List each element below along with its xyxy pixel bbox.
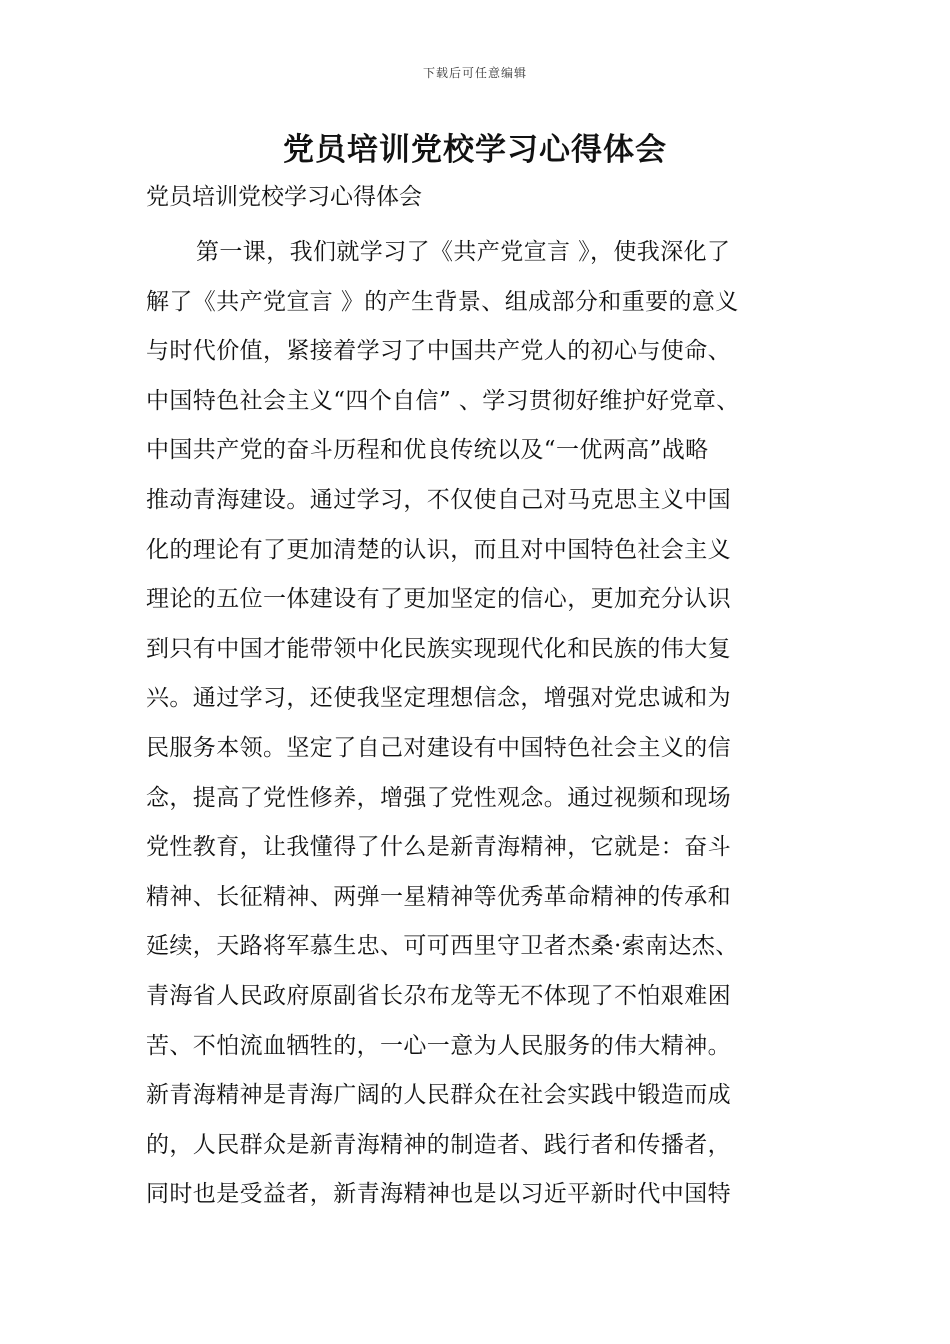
body-line: 与时代价值，紧接着学习了中国共产党人的初心与使命、 [146,338,731,365]
body-line: 推动青海建设。通过学习，不仅使自己对马克思主义中国 [146,486,731,513]
body-line: 新青海精神是青海广阔的人民群众在社会实践中锻造而成 [146,1082,731,1109]
body-line: 的，人民群众是新青海精神的制造者、践行者和传播者， [146,1131,731,1158]
body-line: 精神、长征精神、两弹一星精神等优秀革命精神的传承和 [146,883,731,910]
document-title: 党员培训党校学习心得体会 [283,132,667,168]
body-line: 兴。通过学习，还使我坚定理想信念，增强对党忠诚和为 [146,685,731,712]
body-line: 中国特色社会主义“四个自信” 、学习贯彻好维护好党章、 [146,387,740,414]
body-line: 第一课，我们就学习了《共产党宣言 》，使我深化了 [196,239,731,265]
body-line: 中国共产党的奋斗历程和优良传统以及“一优两高”战略 [146,437,709,464]
body-line: 青海省人民政府原副省长尕布龙等无不体现了不怕艰难困 [146,982,731,1009]
body-line: 化的理论有了更加清楚的认识，而且对中国特色社会主义 [146,536,731,563]
body-line: 党性教育，让我懂得了什么是新青海精神，它就是：奋斗 [146,834,731,861]
header-note: 下载后可任意编辑 [422,66,527,80]
body-line: 理论的五位一体建设有了更加坚定的信心，更加充分认识 [146,586,731,613]
body-line: 民服务本领。坚定了自己对建设有中国特色社会主义的信 [146,734,731,761]
body-line: 到只有中国才能带领中化民族实现现代化和民族的伟大复 [146,635,731,662]
body-line: 解了《共产党宣言 》的产生背景、组成部分和重要的意义 [146,288,739,315]
document-subtitle: 党员培训党校学习心得体会 [146,184,422,210]
body-line: 延续，天路将军慕生忠、可可西里守卫者杰桑·索南达杰、 [146,933,739,960]
body-line: 苦、不怕流血牺牲的，一心一意为人民服务的伟大精神。 [146,1032,731,1059]
body-line: 念，提高了党性修养，增强了党性观念。通过视频和现场 [146,784,731,811]
body-line: 同时也是受益者，新青海精神也是以习近平新时代中国特 [146,1181,731,1208]
body-text [146,228,836,1220]
